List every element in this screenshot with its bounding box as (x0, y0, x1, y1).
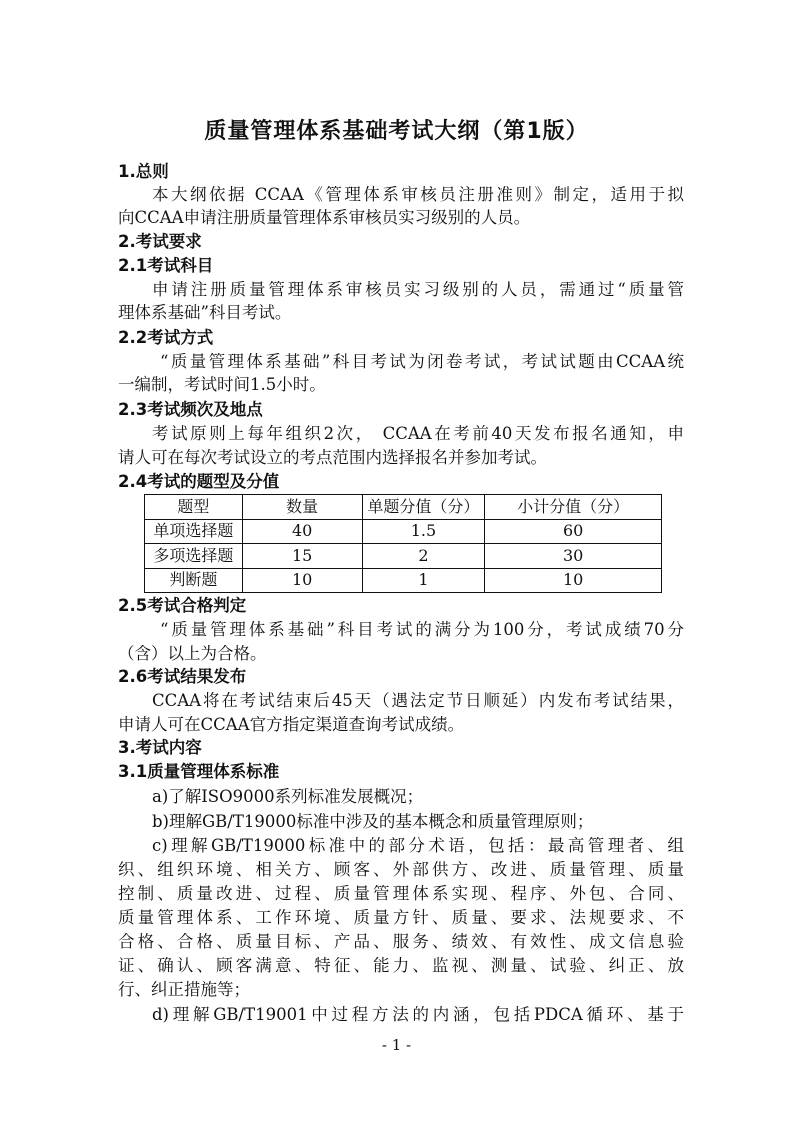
heading-2-6: 2.6考试结果发布 (118, 667, 247, 686)
paragraph-line: 合格、合格、质量目标、产品、服务、绩效、有效性、成文信息验 (118, 932, 684, 951)
table-cell: 1 (362, 568, 485, 593)
heading-2-2: 2.2考试方式 (118, 328, 214, 347)
paragraph-line: 控制、质量改进、过程、质量管理体系实现、程序、外包、合同、 (118, 884, 684, 903)
heading-2-4: 2.4考试的题型及分值 (118, 472, 280, 491)
paragraph-line: 一编制，考试时间1.5小时。 (118, 375, 326, 394)
table-cell: 10 (242, 568, 362, 593)
heading-2-3: 2.3考试频次及地点 (118, 400, 263, 419)
table-cell: 10 (485, 568, 662, 593)
header-cell: 数量 (242, 495, 362, 520)
table-cell: 30 (485, 544, 662, 569)
paragraph-line: 本大纲依据 CCAA《管理体系审核员注册准则》制定，适用于拟 (152, 185, 684, 204)
heading-2-1: 2.1考试科目 (118, 256, 214, 275)
paragraph-line: “质量管理体系基础”科目考试为闭卷考试，考试试题由CCAA统 (160, 352, 684, 371)
table-cell: 判断题 (145, 568, 243, 593)
list-item-c: c)理解GB/T19000标准中的部分术语，包括：最高管理者、组 (152, 836, 684, 855)
paragraph-line: （含）以上为合格。 (118, 644, 267, 663)
heading-3: 3.考试内容 (118, 738, 202, 757)
paragraph-line: 证、确认、顾客满意、特征、能力、监视、测量、试验、纠正、放 (118, 956, 684, 975)
header-cell: 单题分值（分） (362, 495, 485, 520)
paragraph-line: 理体系基础”科目考试。 (118, 303, 292, 322)
document-title: 质量管理体系基础考试大纲（第1版） (204, 119, 589, 144)
table-cell: 15 (242, 544, 362, 569)
table-row (145, 544, 662, 569)
paragraph-line: CCAA将在考试结束后45天（遇法定节日顺延）内发布考试结果， (152, 691, 684, 710)
paragraph-line: 申请注册质量管理体系审核员实习级别的人员，需通过“质量管 (152, 280, 684, 299)
table-header-row (145, 495, 662, 520)
list-item-a: a)了解ISO9000系列标准发展概况； (152, 787, 424, 806)
table-cell: 单项选择题 (145, 519, 243, 544)
table-cell: 2 (362, 544, 485, 569)
paragraph-line: 行、纠正措施等； (118, 980, 250, 999)
score-table (144, 494, 662, 593)
paragraph-line: 申请人可在CCAA官方指定渠道查询考试成绩。 (118, 715, 465, 734)
list-item-d: d)理解GB/T19001中过程方法的内涵，包括PDCA循环、基于 (152, 1005, 684, 1024)
table-cell: 1.5 (362, 519, 485, 544)
paragraph-line: 织、组织环境、相关方、顾客、外部供方、改进、质量管理、质量 (118, 860, 684, 879)
table-cell: 60 (485, 519, 662, 544)
list-item-b: b)理解GB/T19000标准中涉及的基本概念和质量管理原则； (152, 812, 594, 831)
paragraph-line: 质量管理体系、工作环境、质量方针、质量、要求、法规要求、不 (118, 908, 684, 927)
paragraph-line: 向CCAA申请注册质量管理体系审核员实习级别的人员。 (118, 208, 531, 227)
heading-2-5: 2.5考试合格判定 (118, 596, 247, 615)
table-cell: 多项选择题 (145, 544, 243, 569)
table-row (145, 519, 662, 544)
paragraph-line: 考试原则上每年组织2次， CCAA在考前40天发布报名通知，申 (152, 424, 684, 443)
table-cell: 40 (242, 519, 362, 544)
header-cell: 小计分值（分） (485, 495, 662, 520)
heading-1: 1.总则 (118, 162, 169, 181)
paragraph-line: “质量管理体系基础”科目考试的满分为100分，考试成绩70分 (160, 620, 684, 639)
heading-3-1: 3.1质量管理体系标准 (118, 762, 280, 781)
page-number: - 1 - (381, 1036, 412, 1054)
table-row (145, 568, 662, 593)
heading-2: 2.考试要求 (118, 232, 202, 251)
paragraph-line: 请人可在每次考试设立的考点范围内选择报名并参加考试。 (118, 448, 547, 467)
header-cell: 题型 (145, 495, 243, 520)
